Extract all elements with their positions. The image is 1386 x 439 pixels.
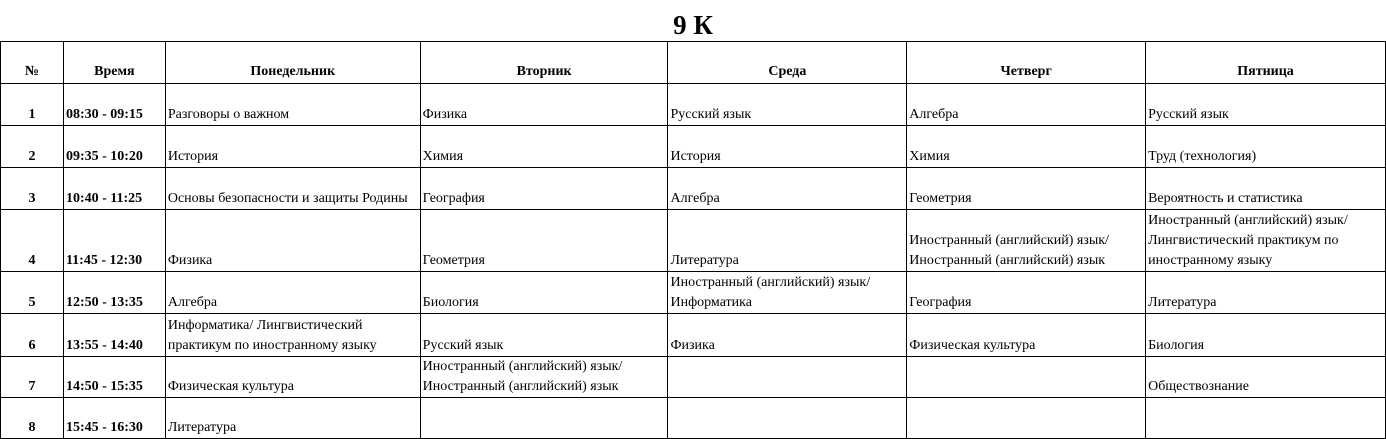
table-row xyxy=(1,210,1386,272)
friday-cell: Русский язык xyxy=(1146,84,1386,126)
monday-cell: Основы безопасности и защиты Родины xyxy=(165,168,420,210)
lesson-time: 14:50 - 15:35 xyxy=(63,357,165,398)
lesson-number: 8 xyxy=(1,398,64,439)
thursday-cell: Алгебра xyxy=(907,84,1146,126)
friday-cell: Биология xyxy=(1146,314,1386,357)
monday-cell: Физическая культура xyxy=(165,357,420,398)
table-row xyxy=(1,168,1386,210)
header-thursday: Четверг xyxy=(907,42,1146,84)
header-tuesday: Вторник xyxy=(420,42,668,84)
lesson-time: 09:35 - 10:20 xyxy=(63,126,165,168)
friday-cell xyxy=(1146,398,1386,439)
header-wednesday: Среда xyxy=(668,42,907,84)
table-row xyxy=(1,314,1386,357)
table-row xyxy=(1,272,1386,314)
thursday-cell: Физическая культура xyxy=(907,314,1146,357)
wednesday-cell: Литература xyxy=(668,210,907,272)
tuesday-cell: Биология xyxy=(420,272,668,314)
wednesday-cell xyxy=(668,357,907,398)
lesson-time: 13:55 - 14:40 xyxy=(63,314,165,357)
lesson-number: 5 xyxy=(1,272,64,314)
header-number: № xyxy=(1,42,64,84)
schedule-table xyxy=(0,41,1386,439)
lesson-time: 12:50 - 13:35 xyxy=(63,272,165,314)
monday-cell: Алгебра xyxy=(165,272,420,314)
page-title: 9 К xyxy=(673,10,713,40)
lesson-number: 7 xyxy=(1,357,64,398)
wednesday-cell: Русский язык xyxy=(668,84,907,126)
table-row xyxy=(1,398,1386,439)
lesson-number: 1 xyxy=(1,84,64,126)
thursday-cell xyxy=(907,398,1146,439)
lesson-number: 3 xyxy=(1,168,64,210)
monday-cell: История xyxy=(165,126,420,168)
lesson-time: 08:30 - 09:15 xyxy=(63,84,165,126)
header-row xyxy=(1,42,1386,84)
lesson-time: 10:40 - 11:25 xyxy=(63,168,165,210)
tuesday-cell: Химия xyxy=(420,126,668,168)
thursday-cell xyxy=(907,357,1146,398)
monday-cell: Информатика/ Лингвистический практикум по иностранному языку xyxy=(165,314,420,357)
tuesday-cell: География xyxy=(420,168,668,210)
table-row xyxy=(1,357,1386,398)
wednesday-cell: Физика xyxy=(668,314,907,357)
tuesday-cell: Физика xyxy=(420,84,668,126)
header-monday: Понедельник xyxy=(165,42,420,84)
friday-cell: Обществознание xyxy=(1146,357,1386,398)
wednesday-cell: История xyxy=(668,126,907,168)
thursday-cell: Химия xyxy=(907,126,1146,168)
thursday-cell: География xyxy=(907,272,1146,314)
wednesday-cell xyxy=(668,398,907,439)
tuesday-cell: Геометрия xyxy=(420,210,668,272)
monday-cell: Литература xyxy=(165,398,420,439)
monday-cell: Разговоры о важном xyxy=(165,84,420,126)
tuesday-cell xyxy=(420,398,668,439)
tuesday-cell: Иностранный (английский) язык/ Иностранный (английский) язык xyxy=(420,357,668,398)
lesson-time: 15:45 - 16:30 xyxy=(63,398,165,439)
friday-cell: Труд (технология) xyxy=(1146,126,1386,168)
header-time: Время xyxy=(63,42,165,84)
friday-cell: Литература xyxy=(1146,272,1386,314)
table-row xyxy=(1,84,1386,126)
wednesday-cell: Алгебра xyxy=(668,168,907,210)
lesson-time: 11:45 - 12:30 xyxy=(63,210,165,272)
table-row xyxy=(1,126,1386,168)
thursday-cell: Иностранный (английский) язык/ Иностранный (английский) язык xyxy=(907,210,1146,272)
lesson-number: 6 xyxy=(1,314,64,357)
friday-cell: Вероятность и статистика xyxy=(1146,168,1386,210)
friday-cell: Иностранный (английский) язык/ Лингвистический практикум по иностранному языку xyxy=(1146,210,1386,272)
monday-cell: Физика xyxy=(165,210,420,272)
lesson-number: 4 xyxy=(1,210,64,272)
lesson-number: 2 xyxy=(1,126,64,168)
header-friday: Пятница xyxy=(1146,42,1386,84)
thursday-cell: Геометрия xyxy=(907,168,1146,210)
wednesday-cell: Иностранный (английский) язык/ Информатика xyxy=(668,272,907,314)
tuesday-cell: Русский язык xyxy=(420,314,668,357)
